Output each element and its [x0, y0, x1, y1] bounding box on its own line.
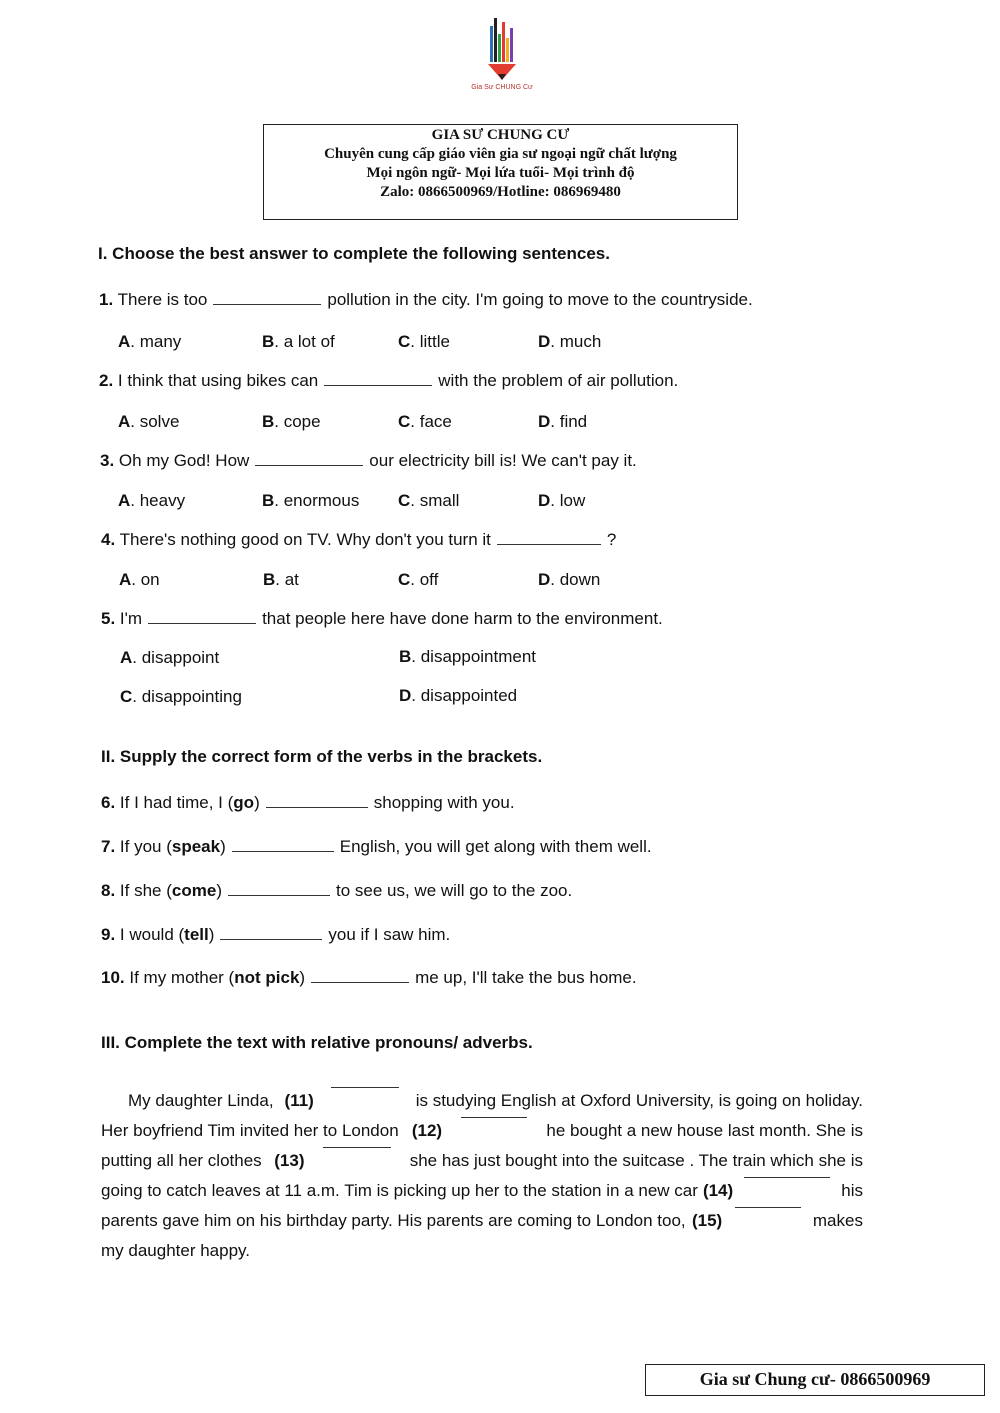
answer-blank-11[interactable]	[331, 1086, 399, 1088]
question-4: 4. There's nothing good on TV. Why don't you turn it ?	[101, 530, 617, 549]
option-4b[interactable]: B. at	[263, 570, 299, 589]
option-1a[interactable]: A. many	[118, 332, 182, 351]
option-3c[interactable]: C. small	[398, 491, 460, 510]
paragraph-line: parents gave him on his birthday party. His parents are coming to London too, (15) makes	[101, 1206, 863, 1236]
logo-caption: Gia Sư CHUNG Cư	[471, 84, 533, 91]
option-4a[interactable]: A. on	[119, 570, 160, 589]
option-3b[interactable]: B. enormous	[262, 491, 360, 510]
answer-blank[interactable]	[232, 850, 334, 852]
paragraph-line: My daughter Linda, (11) is studying English at Oxford University, is going on holiday.	[101, 1086, 863, 1116]
option-2d[interactable]: D. find	[538, 412, 588, 431]
paragraph-line: my daughter happy.	[101, 1241, 250, 1260]
option-5d[interactable]: D. disappointed	[399, 686, 518, 705]
option-5b[interactable]: B. disappointment	[399, 647, 537, 666]
answer-blank[interactable]	[213, 303, 321, 305]
question-10: 10. If my mother (not pick) me up, I'll take the bus home.	[101, 968, 637, 987]
pencil-logo-icon	[470, 14, 534, 94]
header-tagline: Mọi ngôn ngữ- Mọi lứa tuổi- Mọi trình độ	[366, 165, 635, 181]
option-4d[interactable]: D. down	[538, 570, 601, 589]
question-8: 8. If she (come) to see us, we will go to the zoo.	[101, 881, 573, 900]
cloze-paragraph	[101, 1086, 863, 1266]
question-9: 9. I would (tell) you if I saw him.	[101, 925, 451, 944]
paragraph-line: putting all her clothes (13) she has just bought into the suitcase . The train which she is	[101, 1146, 863, 1176]
answer-blank[interactable]	[255, 464, 363, 466]
option-2b[interactable]: B. cope	[262, 412, 321, 431]
answer-blank[interactable]	[148, 622, 256, 624]
answer-blank-14[interactable]	[744, 1176, 830, 1178]
paragraph-line: going to catch leaves at 11 a.m. Tim is picking up her to the station in a new car (14) his	[101, 1176, 863, 1206]
answer-blank-13[interactable]	[323, 1146, 391, 1148]
answer-blank[interactable]	[266, 806, 368, 808]
question-7: 7. If you (speak) English, you will get along with them well.	[101, 837, 652, 856]
header-contact: Zalo: 0866500969/Hotline: 086969480	[380, 184, 621, 200]
question-6: 6. If I had time, I (go) shopping with you.	[101, 793, 515, 812]
option-5a[interactable]: A. disappoint	[120, 648, 220, 667]
question-3: 3. Oh my God! How our electricity bill is! We can't pay it.	[100, 451, 637, 470]
option-2c[interactable]: C. face	[398, 412, 452, 431]
question-2: 2. I think that using bikes can with the problem of air pollution.	[99, 371, 679, 390]
answer-blank[interactable]	[228, 894, 330, 896]
answer-blank-12[interactable]	[461, 1116, 527, 1118]
answer-blank[interactable]	[220, 938, 322, 940]
answer-blank[interactable]	[324, 384, 432, 386]
answer-blank[interactable]	[311, 981, 409, 983]
footer-contact-box: Gia sư Chung cư- 0866500969	[645, 1364, 985, 1396]
header-box	[263, 124, 738, 220]
option-3d[interactable]: D. low	[538, 491, 586, 510]
paragraph-line: Her boyfriend Tim invited her to London (12) he bought a new house last month. She is	[101, 1116, 863, 1146]
option-1b[interactable]: B. a lot of	[262, 332, 335, 351]
option-1c[interactable]: C. little	[398, 332, 450, 351]
option-3a[interactable]: A. heavy	[118, 491, 186, 510]
question-1: 1. There is too pollution in the city. I'm going to move to the countryside.	[99, 290, 753, 309]
section-2-title: II. Supply the correct form of the verbs in the brackets.	[101, 747, 543, 766]
section-3-title: III. Complete the text with relative pronouns/ adverbs.	[101, 1033, 533, 1052]
question-5: 5. I'm that people here have done harm to the environment.	[101, 609, 663, 628]
header-title: GIA SƯ CHUNG CƯ	[431, 127, 570, 143]
section-1-title: I. Choose the best answer to complete the following sentences.	[98, 244, 610, 263]
answer-blank[interactable]	[497, 543, 601, 545]
option-5c[interactable]: C. disappointing	[120, 687, 242, 706]
header-subtitle: Chuyên cung cấp giáo viên gia sư ngoại ngữ chất lượng	[324, 146, 677, 162]
option-1d[interactable]: D. much	[538, 332, 602, 351]
option-4c[interactable]: C. off	[398, 570, 439, 589]
answer-blank-15[interactable]	[735, 1206, 801, 1208]
option-2a[interactable]: A. solve	[118, 412, 180, 431]
